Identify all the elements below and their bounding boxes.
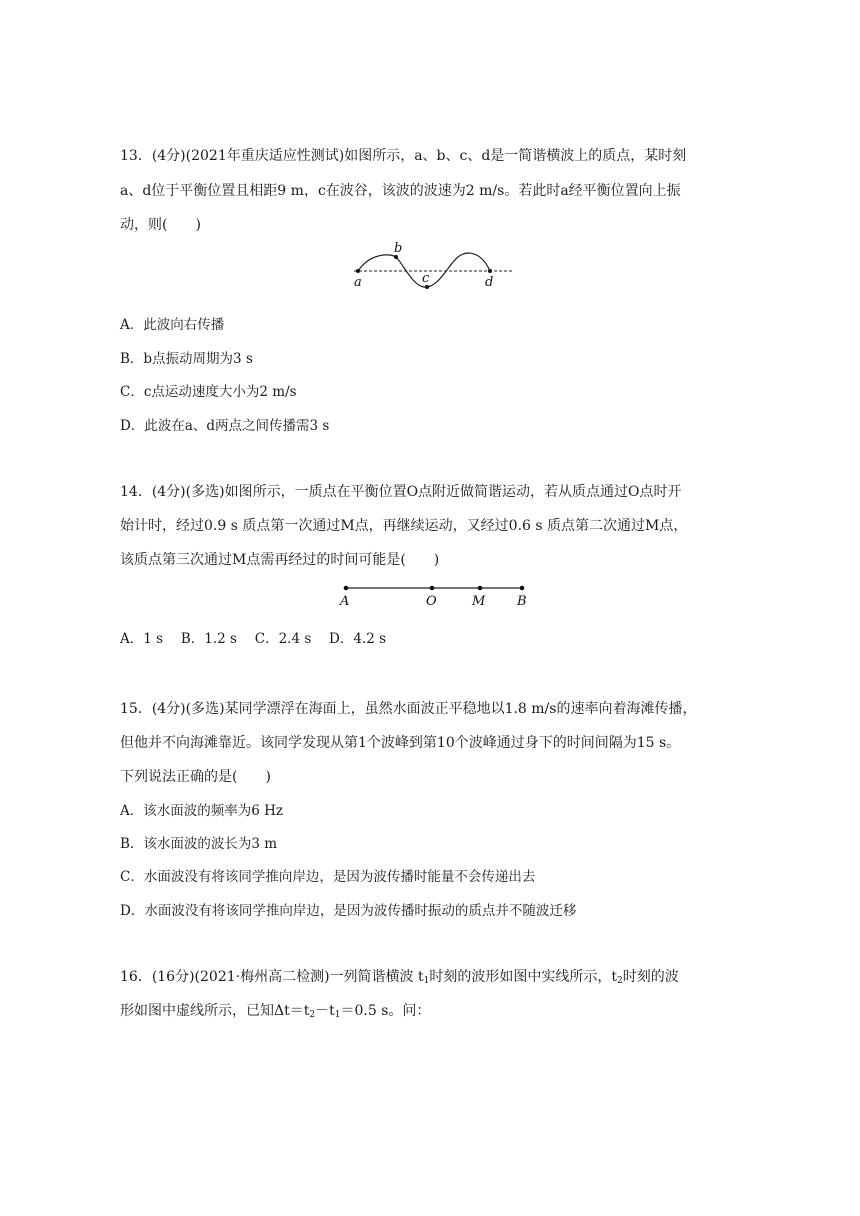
q16-sub-t1: 1 xyxy=(423,976,430,986)
q16-sub-t2: 2 xyxy=(617,976,623,986)
q13-line-3: 动，则( ) xyxy=(120,217,201,233)
q13-wave-figure xyxy=(350,241,520,293)
label-a: a xyxy=(354,275,362,290)
point-a xyxy=(356,269,360,273)
label-A: A xyxy=(340,594,350,609)
q16-sub-t1b: 1 xyxy=(334,1010,341,1020)
point-d xyxy=(488,269,492,273)
point-B xyxy=(520,586,525,591)
label-b: b xyxy=(394,241,403,256)
q13-line-1: 13．(4分)(2021年重庆适应性测试)如图所示，a、b、c、d是一简谐横波上的质点，某时刻 xyxy=(120,148,687,164)
q15-line-2: 但他并不向海滩靠近。该同学发现从第1个波峰到第10个波峰通过身下的时间间隔为15 s。 xyxy=(120,735,681,751)
q13-line-2: a、d位于平衡位置且相距9 m，c在波谷，该波的波速为2 m/s。若此时a经平衡位置向上振 xyxy=(120,183,681,199)
q15-option-c: C．水面波没有将该同学推向岸边，是因为波传播时能量不会传递出去 xyxy=(120,869,536,885)
q14-line-2: 始计时，经过0.9 s 质点第一次通过M点，再继续运动，又经过0.6 s 质点第二次通过M点， xyxy=(120,518,688,534)
label-B: B xyxy=(517,594,527,609)
label-M: M xyxy=(472,594,486,609)
q16-line-1-part-c: 时刻的波 xyxy=(622,969,679,985)
q13-option-d: D．此波在a、d两点之间传播需3 s xyxy=(120,418,330,434)
point-A xyxy=(344,586,349,591)
q16-line-1-part-a: 16．(16分)(2021·梅州高二检测)一列简谐横波 t xyxy=(120,969,424,985)
q16-line-2-part-c: ＝0.5 s。问： xyxy=(340,1003,431,1019)
q13-option-b: B．b点振动周期为3 s xyxy=(120,351,253,367)
point-M xyxy=(478,586,483,591)
q13-option-a: A．此波向右传播 xyxy=(120,317,225,333)
q14-options: A．1 s B．1.2 s C．2.4 s D．4.2 s xyxy=(120,631,387,647)
q16-line-2-part-b: －t xyxy=(315,1003,335,1019)
label-d: d xyxy=(485,275,494,290)
q14-line-3: 该质点第三次通过M点需再经过的时间可能是( ) xyxy=(120,552,440,568)
q16-line-1 xyxy=(120,967,679,987)
q13-option-c: C．c点运动速度大小为2 m/s xyxy=(120,384,297,400)
q14-line-1: 14．(4分)(多选)如图所示，一质点在平衡位置O点附近做简谐运动，若从质点通过O点时开 xyxy=(120,484,682,500)
q15-option-d: D．水面波没有将该同学推向岸边，是因为波传播时振动的质点并不随波迁移 xyxy=(120,903,577,919)
label-O: O xyxy=(426,594,437,609)
q15-option-a: A．该水面波的频率为6 Hz xyxy=(120,803,284,819)
q15-line-1: 15．(4分)(多选)某同学漂浮在海面上，虽然水面波正平稳地以1.8 m/s的速率向着海滩传播， xyxy=(120,701,697,717)
q15-line-3: 下列说法正确的是( ) xyxy=(120,769,271,785)
q16-line-1-part-b: 时刻的波形如图中实线所示，t xyxy=(429,969,618,985)
q16-line-2 xyxy=(120,1001,430,1021)
label-c: c xyxy=(422,271,430,286)
q16-sub-t2b: 2 xyxy=(309,1010,316,1020)
q16-line-2-part-a: 形如图中虚线所示，已知Δt＝t xyxy=(120,1003,310,1019)
q14-line-figure xyxy=(336,580,536,610)
q15-option-b: B．该水面波的波长为3 m xyxy=(120,836,278,852)
point-O xyxy=(430,586,435,591)
